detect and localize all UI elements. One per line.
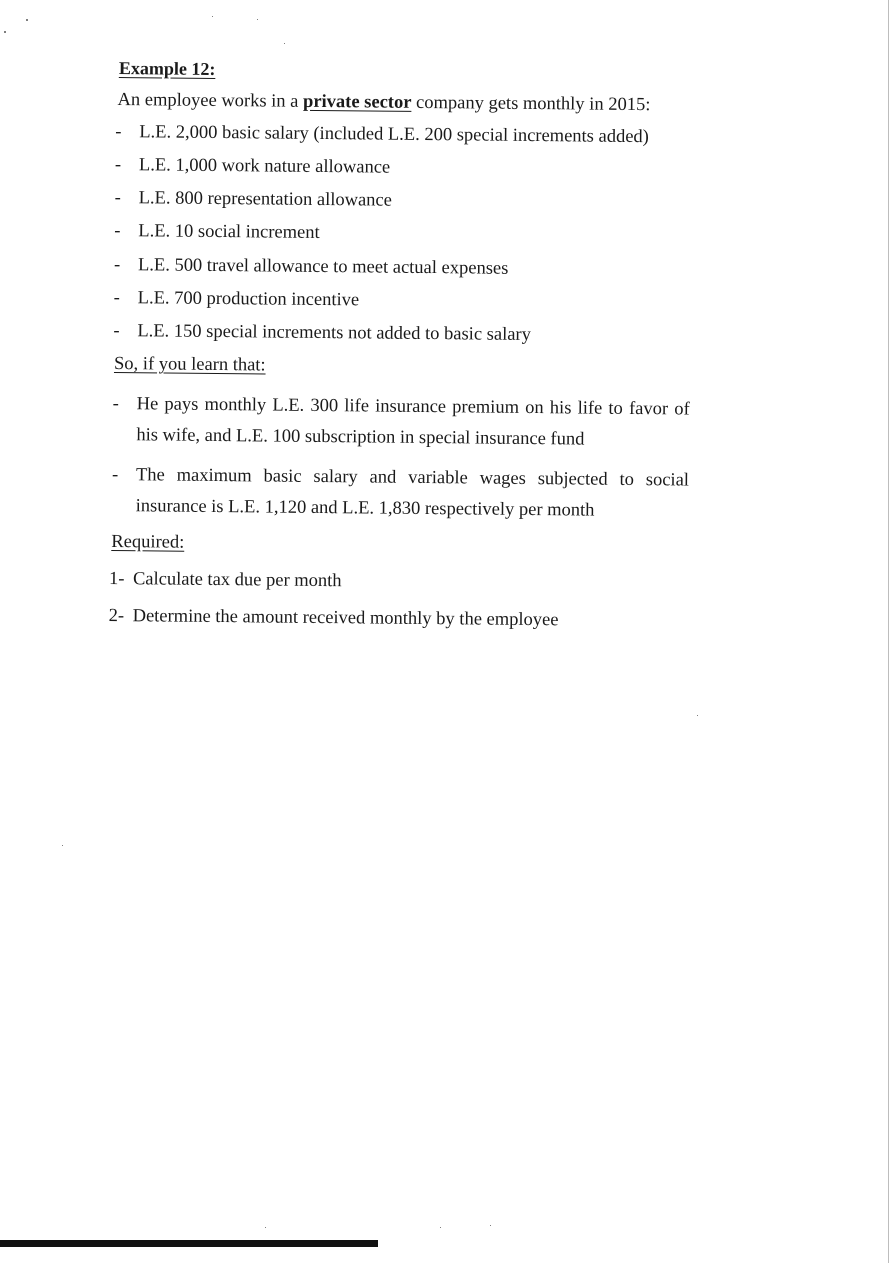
- bullet-dash: -: [114, 188, 121, 209]
- scan-speck: [257, 19, 258, 20]
- conditions-list: [110, 389, 711, 527]
- required-heading: Required:: [111, 532, 185, 554]
- condition-item: [110, 460, 690, 527]
- bullet-dash: -: [113, 287, 120, 308]
- list-item-text: L.E. 800 representation allowance: [138, 188, 392, 211]
- scan-speck: [284, 43, 285, 44]
- bullet-dash: -: [115, 121, 122, 142]
- list-item: [112, 287, 712, 315]
- scan-speck: [62, 845, 63, 846]
- task-item: [109, 605, 709, 633]
- scan-speck: [697, 715, 698, 716]
- task-text: Calculate tax due per month: [132, 568, 342, 591]
- intro-text-after: company gets monthly in 2015:: [411, 92, 651, 115]
- list-item-text: L.E. 700 production incentive: [137, 287, 360, 311]
- bullet-dash: -: [114, 154, 122, 176]
- list-item: [113, 121, 713, 149]
- condition-text: He pays monthly L.E. 300 life insurance premium on his life to favor of his wife, and L.E. 100 subscription in special insurance fund: [136, 394, 690, 450]
- list-item-text: L.E. 2,000 basic salary (included L.E. 200 special increments added): [139, 122, 649, 147]
- scan-speck: [26, 19, 28, 21]
- intro-sentence: [117, 89, 713, 117]
- scan-bottom-bar: [0, 1240, 378, 1247]
- condition-text: The maximum basic salary and variable wages subjected to social insurance is L.E. 1,120 and L.E. 1,830 respectively per month: [135, 465, 690, 521]
- condition-item: [110, 389, 690, 456]
- bullet-dash: -: [113, 254, 121, 275]
- tasks-list: [109, 568, 710, 633]
- bullet-dash: -: [112, 394, 119, 415]
- list-item-text: L.E. 10 social increment: [138, 221, 320, 244]
- intro-text-before: An employee works in a: [117, 89, 304, 112]
- conditions-heading: So, if you learn that:: [113, 354, 266, 376]
- scan-speck: [4, 31, 6, 33]
- task-item: [109, 568, 709, 596]
- task-number: 2-: [108, 605, 125, 626]
- bullet-dash: -: [111, 465, 119, 486]
- task-number: 1-: [108, 568, 125, 589]
- page-edge-line: [888, 0, 889, 1263]
- example-title: Example 12:: [118, 58, 216, 79]
- list-item: [113, 187, 713, 215]
- scan-speck: [265, 1227, 266, 1228]
- income-items-list: [111, 121, 713, 348]
- bullet-dash: -: [113, 320, 120, 341]
- list-item: [113, 154, 713, 182]
- list-item: [112, 220, 712, 248]
- list-item-text: L.E. 1,000 work nature allowance: [138, 155, 391, 178]
- task-text: Determine the amount received monthly by the employee: [132, 605, 559, 631]
- scan-speck: [490, 1225, 491, 1226]
- list-item: [111, 320, 711, 348]
- list-item-text: L.E. 150 special increments not added to basic salary: [137, 321, 531, 345]
- list-item: [112, 254, 712, 282]
- scan-speck: [440, 1227, 441, 1228]
- bullet-dash: -: [114, 221, 121, 242]
- scan-speck: [212, 16, 213, 17]
- list-item-text: L.E. 500 travel allowance to meet actual expenses: [137, 254, 509, 279]
- document-body: [108, 58, 714, 648]
- intro-emphasis: private sector: [302, 91, 412, 113]
